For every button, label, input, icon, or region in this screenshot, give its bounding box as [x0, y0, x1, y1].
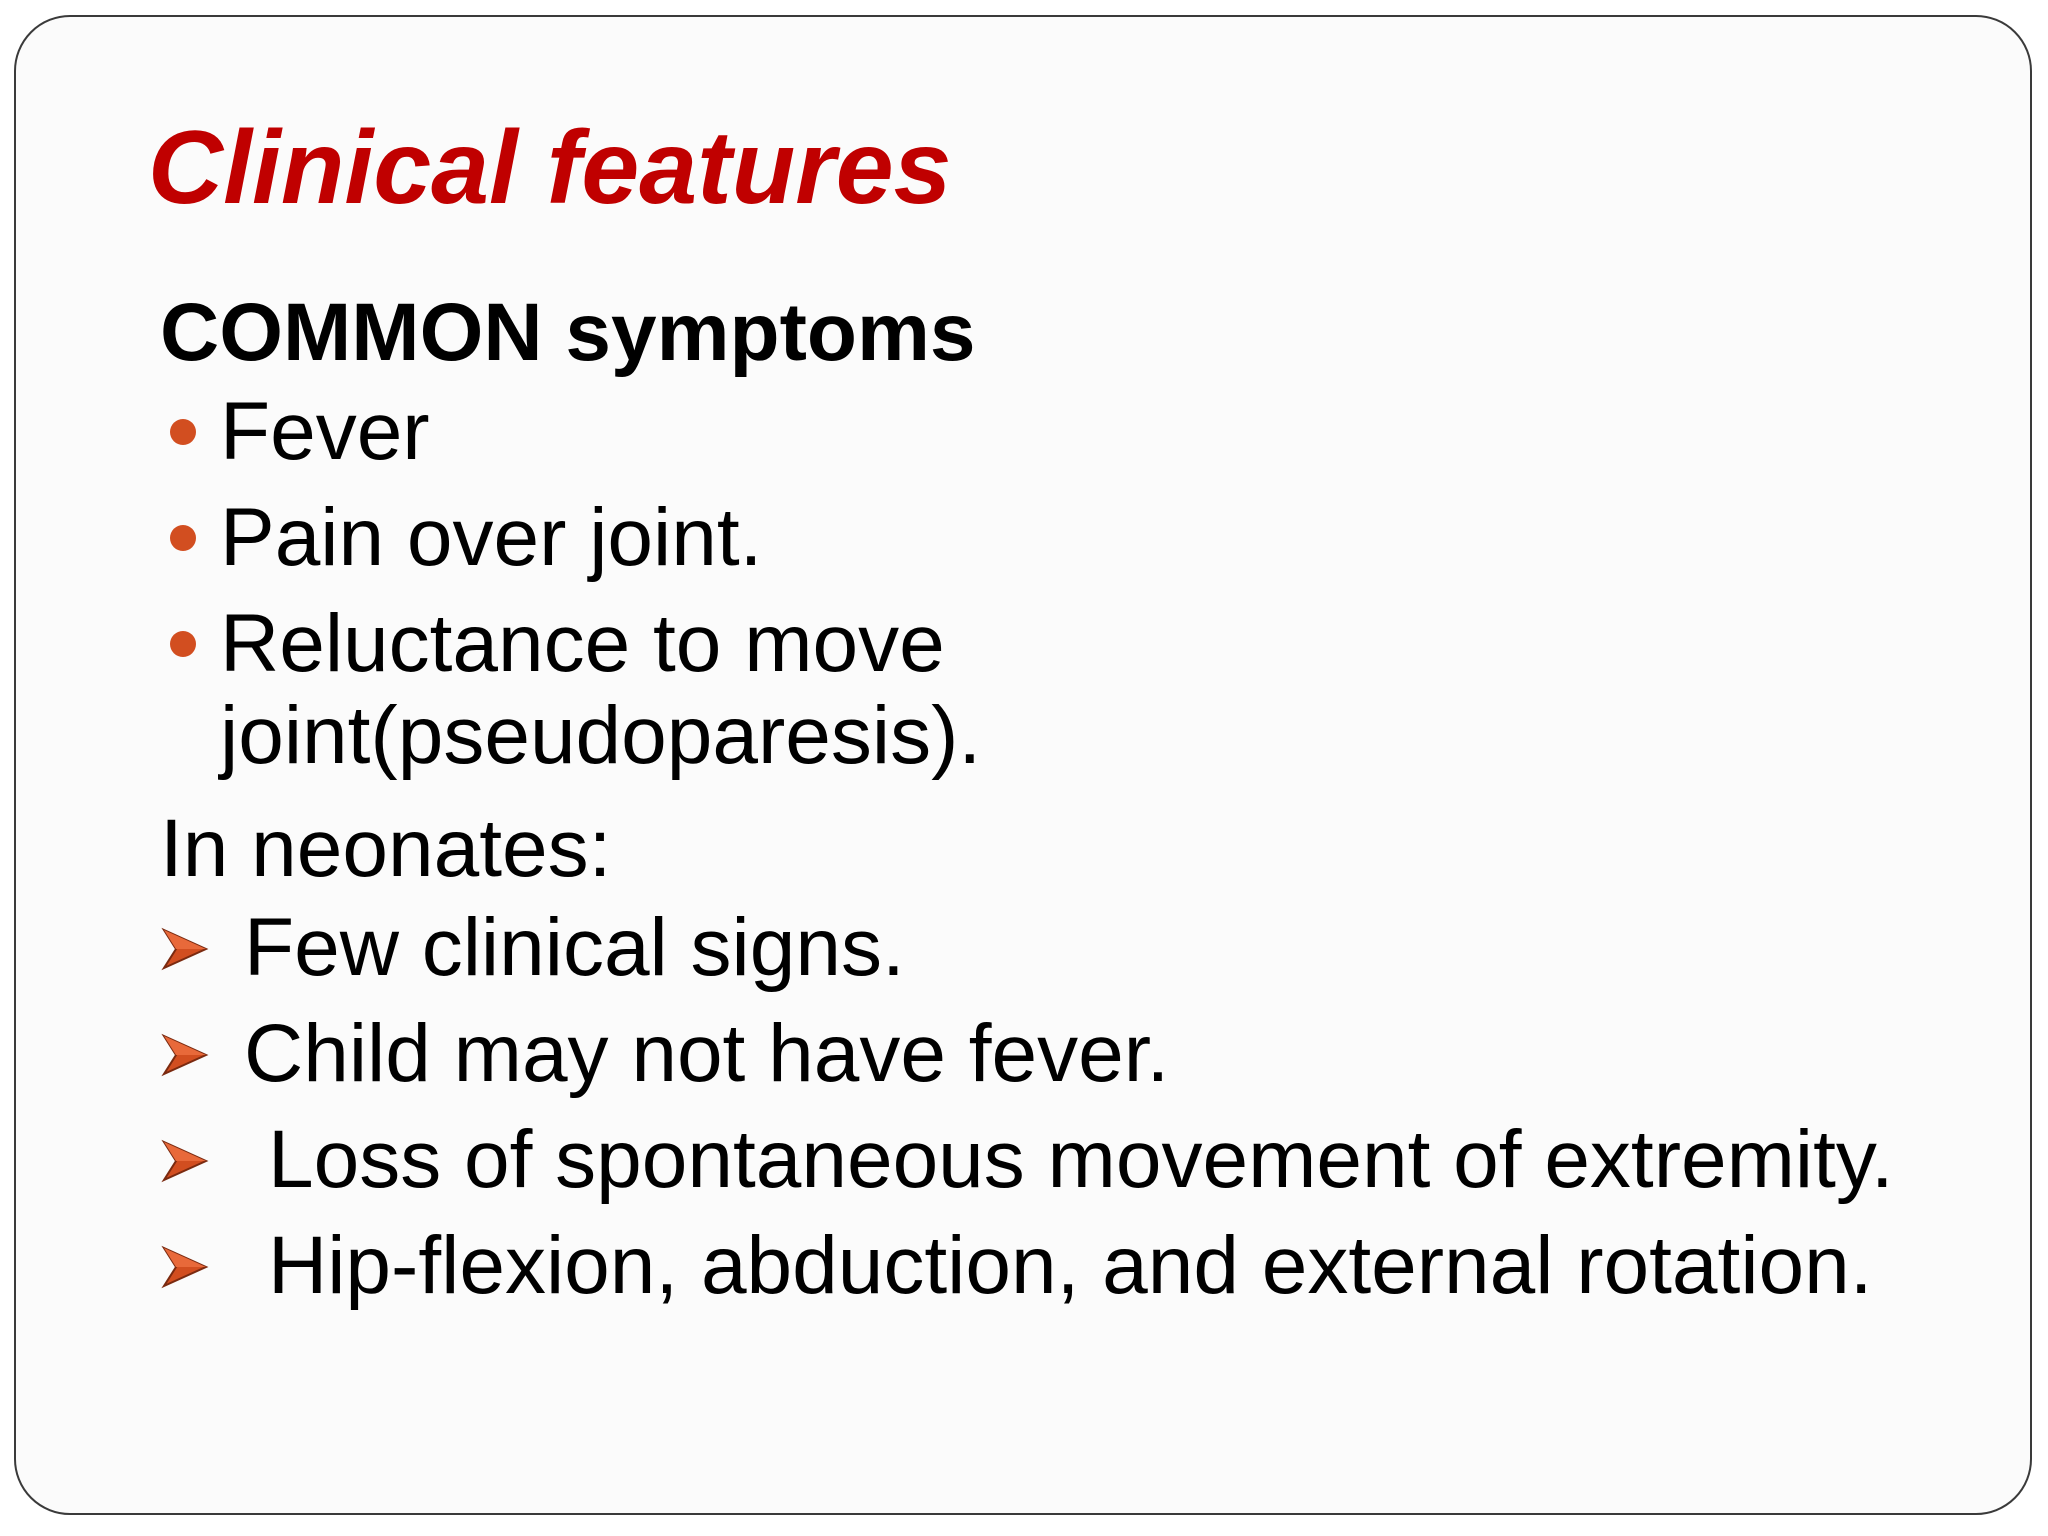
common-symptoms-heading: COMMON symptoms — [160, 287, 976, 378]
list-item-text: Pain over joint. — [220, 492, 763, 583]
neonates-heading: In neonates: — [160, 803, 612, 894]
list-item — [160, 1008, 2000, 1100]
list-item — [160, 386, 2000, 478]
list-item-text: Reluctance to move joint(pseudoparesis). — [220, 598, 982, 781]
neonates-list — [160, 902, 2000, 1312]
circle-bullet-icon — [170, 631, 196, 657]
list-item — [160, 492, 2000, 584]
list-item — [160, 902, 2000, 994]
circle-bullet-icon — [170, 419, 196, 445]
list-item-text: Few clinical signs. — [244, 902, 905, 993]
arrow-bullet-icon — [160, 1032, 210, 1078]
list-item-text: Loss of spontaneous movement of extremity. — [268, 1114, 1894, 1205]
circle-bullet-icon — [170, 525, 196, 551]
slide-content — [160, 280, 2000, 1326]
slide-title: Clinical features — [148, 110, 952, 226]
arrow-bullet-icon — [160, 926, 210, 972]
list-item — [160, 598, 1220, 782]
common-symptoms-list — [160, 386, 2000, 782]
list-item-text: Hip-flexion, abduction, and external rotation. — [268, 1220, 1873, 1311]
arrow-bullet-icon — [160, 1244, 210, 1290]
arrow-bullet-icon — [160, 1138, 210, 1184]
list-item — [160, 1220, 1920, 1312]
list-item-text: Child may not have fever. — [244, 1008, 1170, 1099]
list-item — [160, 1114, 1920, 1206]
list-item-text: Fever — [220, 386, 430, 477]
